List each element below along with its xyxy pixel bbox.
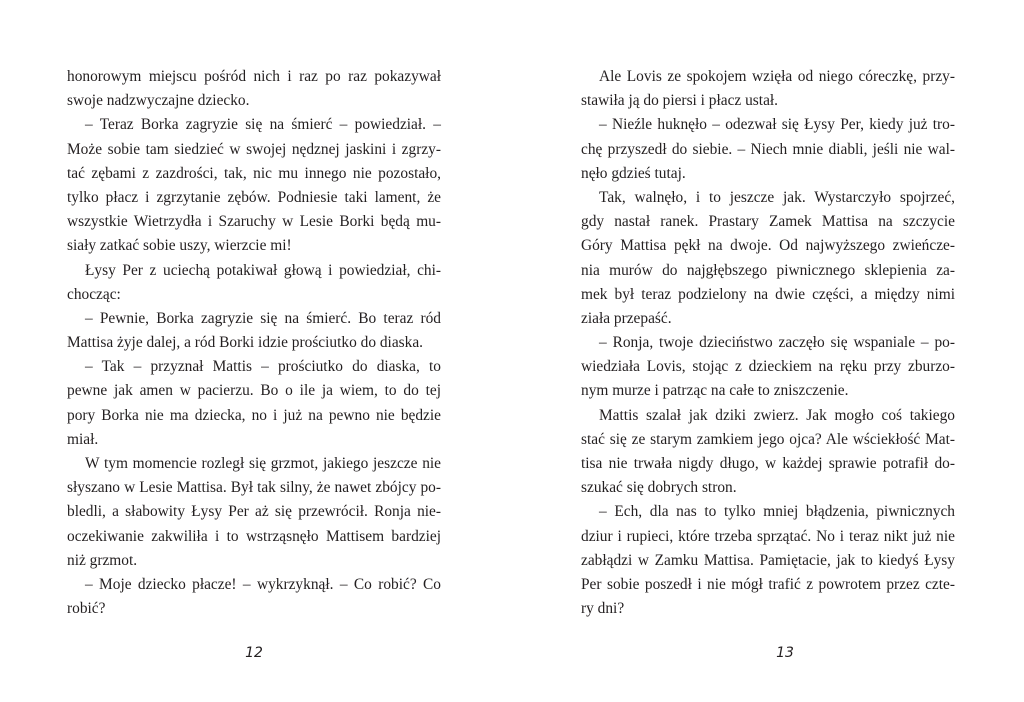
- text-line: – Ech, dla nas to tylko mniej błądzenia, piwnicznych: [599, 503, 955, 521]
- text-line: Łysy Per z uciechą potakiwał głową i powiedział, chi-: [85, 261, 441, 279]
- text-line: niż grzmot.: [67, 551, 138, 569]
- text-line: – Ronja, twoje dzieciństwo zaczęło się wspaniale – po-: [599, 334, 955, 352]
- text-line: Góry Mattisa pękł na dwoje. Od najwyższego zwieńcze-: [581, 237, 955, 255]
- text-line: honorowym miejscu pośród nich i raz po raz pokazywał: [67, 68, 441, 85]
- text-line: Może sobie tam siedzieć w swojej nędznej jaskini i zgrzy-: [67, 140, 441, 158]
- text-line: – Teraz Borka zagryzie się na śmierć – powiedział. –: [85, 116, 441, 134]
- text-line: Ale Lovis ze spokojem wzięła od niego córeczkę, przy-: [599, 68, 955, 85]
- text-line: gdy nastał ranek. Prastary Zamek Mattisa na szczycie: [581, 213, 955, 231]
- text-line: swoje nadzwyczajne dziecko.: [67, 92, 250, 110]
- text-line: Per sobie poszedł i nie mógł trafić z powrotem przez czte-: [581, 575, 955, 593]
- text-line: Mattisa żyje dalej, a ród Borki idzie prościutko do diaska.: [67, 334, 424, 352]
- text-line: miał.: [67, 430, 99, 448]
- left-page-text: [67, 65, 441, 621]
- page-number: 12: [245, 645, 263, 661]
- right-page-text: [581, 65, 955, 621]
- right-page: [512, 0, 1024, 702]
- text-line: Tak, walnęło, i to jeszcze jak. Wystarczyło spojrzeć,: [599, 188, 955, 206]
- text-line: dziur i rupieci, które trzeba sprzątać. No i teraz nikt już nie: [581, 527, 955, 545]
- text-line: oczekiwanie zakwiliła i to wstrząsnęło Mattisem bardziej: [67, 527, 441, 545]
- text-line: – Tak – przyznał Mattis – prościutko do diaska, to: [85, 358, 441, 376]
- text-line: robić?: [67, 600, 106, 618]
- text-line: bledli, a słabowity Łysy Per aż się przewrócił. Ronja nie-: [67, 503, 441, 521]
- text-line: siały zatkać sobie uszy, wierzcie mi!: [67, 237, 292, 255]
- text-line: ziała przepaść.: [581, 309, 672, 327]
- text-line: chę przyszedł do siebie. – Niech mnie diabli, jeśli nie wal-: [581, 140, 955, 158]
- text-line: tać zębami z zazdrości, tak, nic mu innego nie pozostało,: [67, 164, 441, 182]
- text-line: wszystkie Wietrzydła i Szaruchy w Lesie Borki będą mu-: [67, 213, 441, 231]
- text-line: chocząc:: [67, 285, 121, 303]
- text-line: tisa nie trwała nigdy długo, w każdej sprawie potrafił do-: [581, 455, 955, 472]
- text-line: nia murów do najgłębszego piwnicznego sklepienia za-: [581, 261, 955, 279]
- text-line: stawiła ją do piersi i płacz ustał.: [581, 92, 779, 110]
- text-line: szukać się dobrych stron.: [581, 479, 737, 497]
- text-line: pory Borka nie ma dziecka, no i już na pewno nie będzie: [67, 406, 441, 424]
- text-line: zabłądzi w Zamku Mattisa. Pamiętacie, jak to kiedyś Łysy: [581, 551, 955, 569]
- text-line: słyszano w Lesie Mattisa. Był tak silny, że nawet zbójcy po-: [67, 479, 441, 497]
- text-line: ry dni?: [581, 600, 625, 618]
- text-line: wiedziała Lovis, stojąc z dzieckiem na ręku przy zburzo-: [581, 358, 955, 376]
- text-line: – Pewnie, Borka zagryzie się na śmierć. Bo teraz ród: [85, 309, 441, 327]
- text-line: – Nieźle huknęło – odezwał się Łysy Per, kiedy już tro-: [599, 116, 955, 134]
- text-line: – Moje dziecko płacze! – wykrzyknął. – Co robić? Co: [85, 575, 441, 593]
- text-line: Mattis szalał jak dziki zwierz. Jak mogło coś takiego: [599, 406, 955, 424]
- text-line: tylko płacz i zgrzytanie zębów. Podniesie taki lament, że: [67, 188, 441, 206]
- text-line: nym murze i patrząc na całe to zniszczenie.: [581, 382, 849, 400]
- text-line: stać się ze starym zamkiem jego ojca? Ale wściekłość Mat-: [581, 430, 955, 448]
- text-line: W tym momencie rozległ się grzmot, jakiego jeszcze nie: [85, 455, 441, 472]
- text-line: pewne jak amen w pacierzu. Bo o ile ja wiem, to do tej: [67, 382, 441, 400]
- page-number: 13: [776, 645, 794, 661]
- text-line: nęło gdzieś tutaj.: [581, 164, 686, 182]
- text-line: mek był teraz podzielony na dwie części, a między nimi: [581, 285, 955, 303]
